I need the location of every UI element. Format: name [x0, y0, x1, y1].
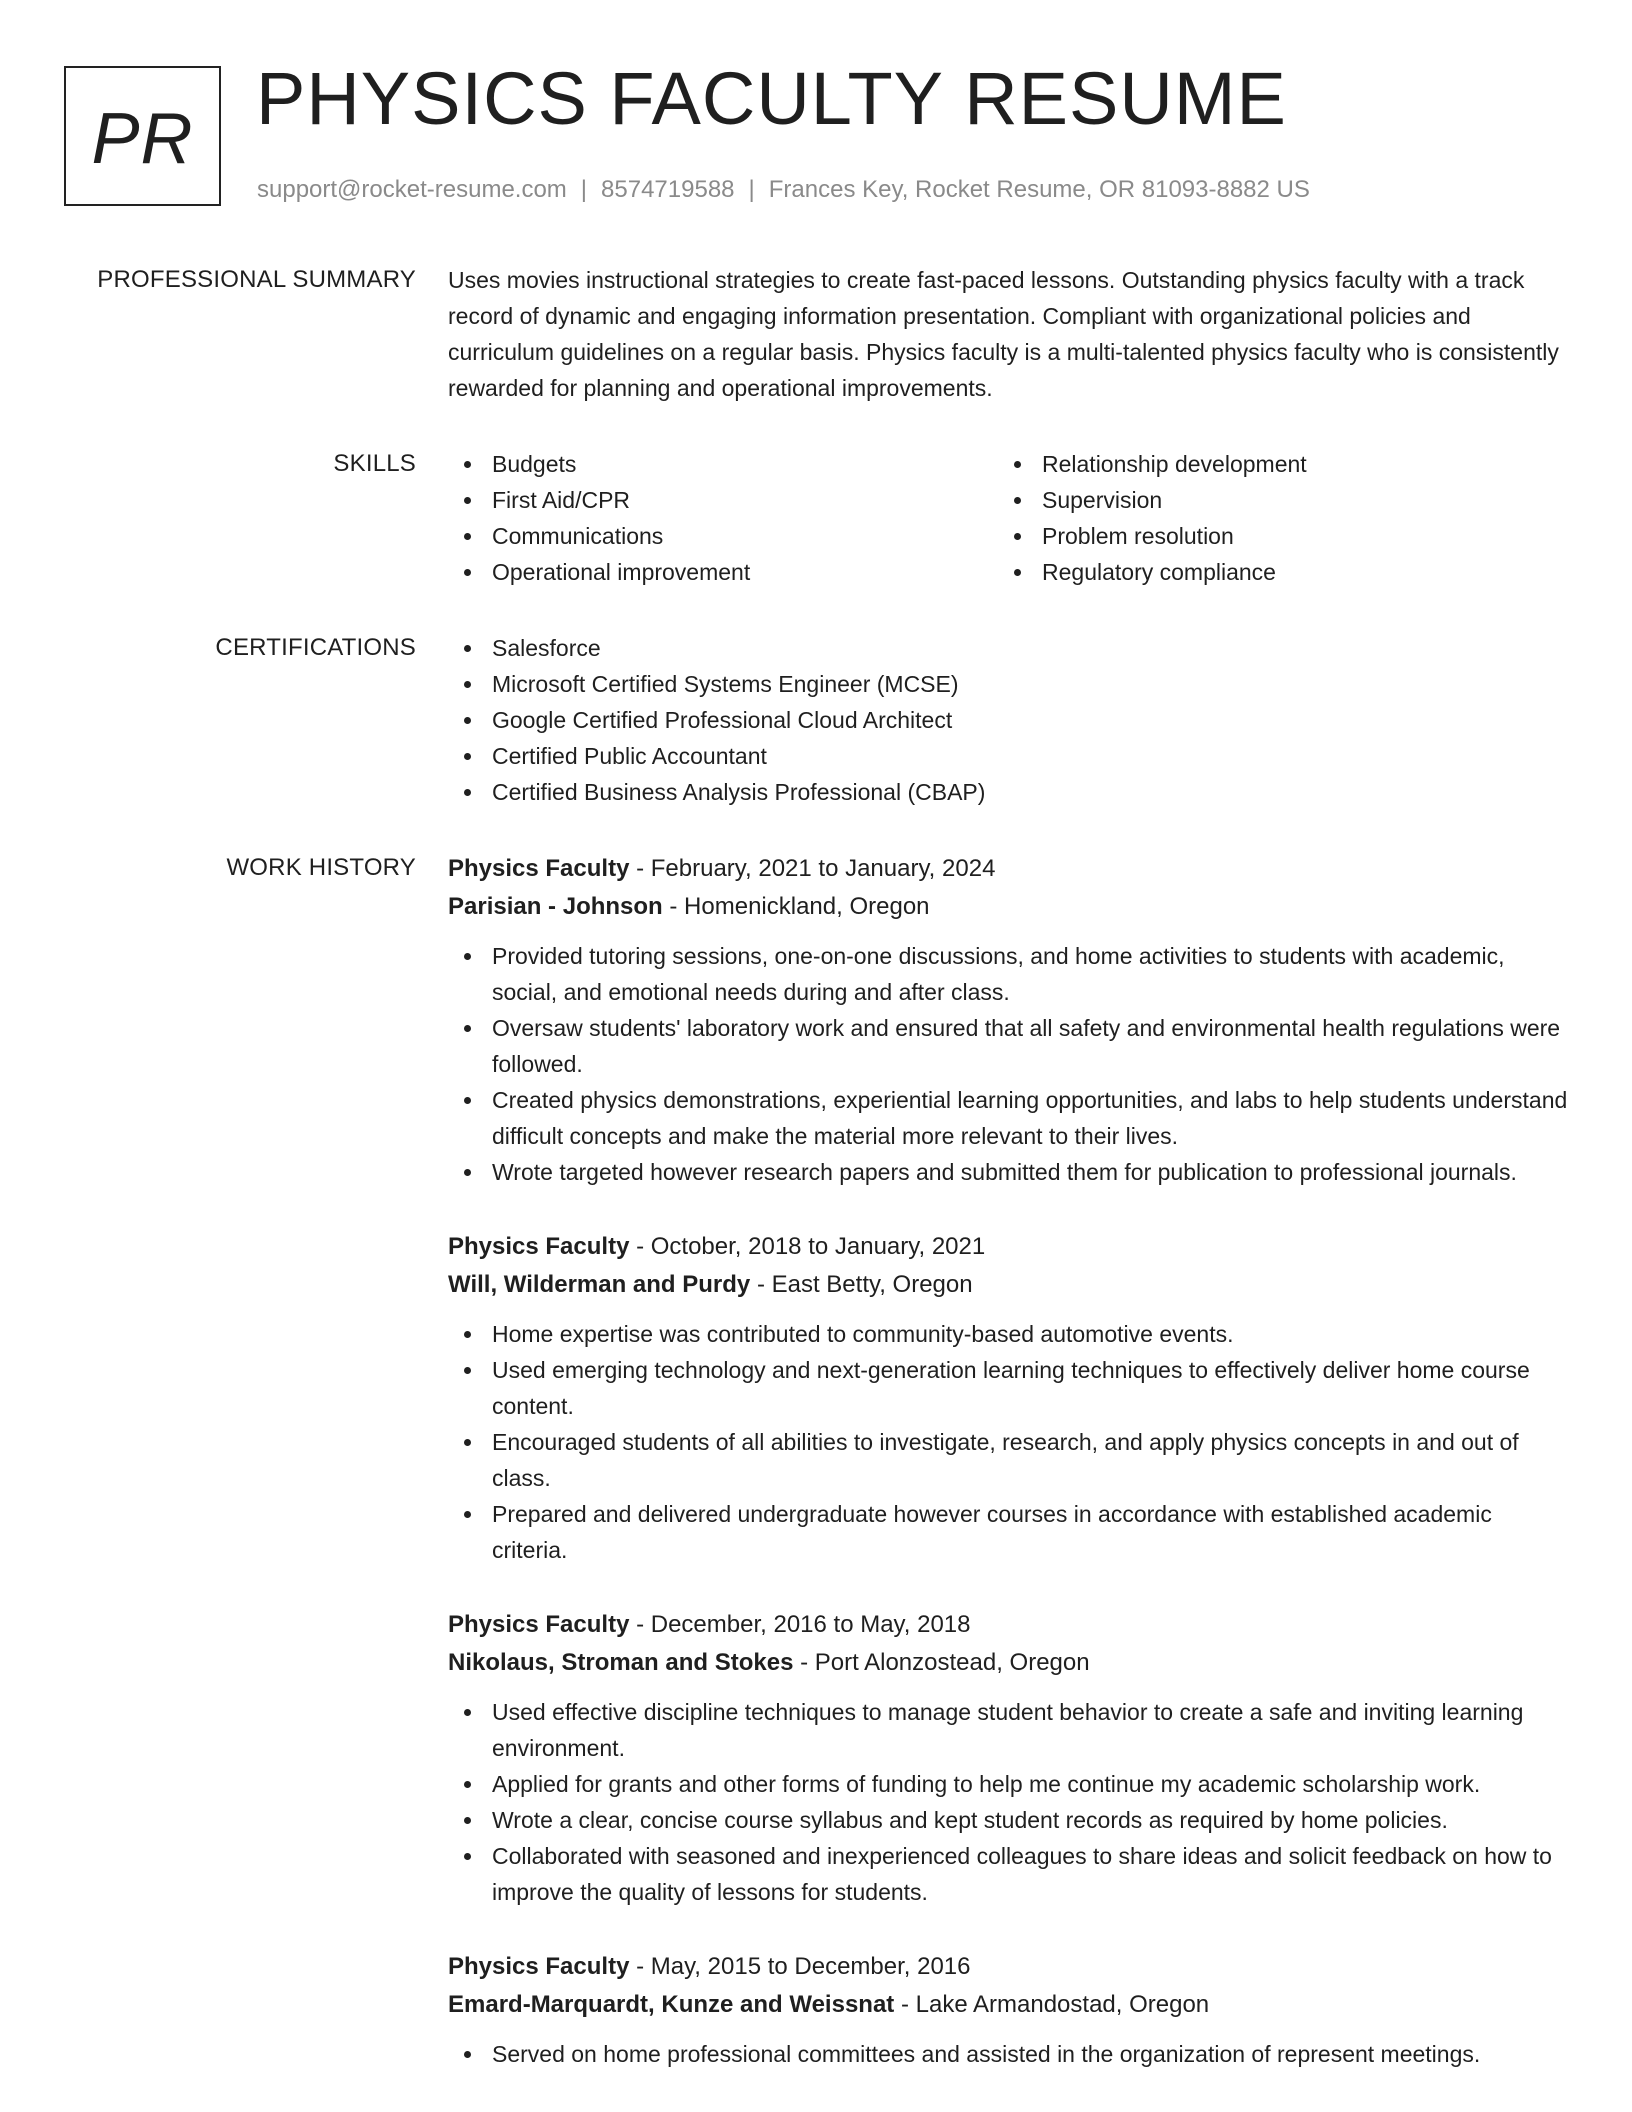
contact-email: support@rocket-resume.com	[257, 176, 567, 203]
job-title-line	[448, 1948, 1570, 1986]
job-bullet: Provided tutoring sessions, one-on-one discussions, and home activities to students with academic, social, and emotional needs during and after class.	[448, 938, 1570, 1010]
contact-line	[257, 176, 1310, 204]
job-dates: - December, 2016 to May, 2018	[629, 1611, 971, 1638]
certification-item: Salesforce	[448, 630, 1570, 666]
summary-section	[0, 262, 1632, 406]
skills-heading: SKILLS	[333, 450, 416, 477]
job-bullet: Created physics demonstrations, experiential learning opportunities, and labs to help students understand difficult concepts and make the material more relevant to their lives.	[448, 1082, 1570, 1154]
work-history-section	[0, 850, 1632, 2072]
job-bullet: Used effective discipline techniques to manage student behavior to create a safe and inviting learning environment.	[448, 1694, 1570, 1766]
work-history-body	[448, 850, 1570, 2072]
job-bullets	[448, 2036, 1570, 2072]
summary-heading: PROFESSIONAL SUMMARY	[97, 266, 416, 293]
skills-list-left	[448, 446, 998, 590]
job-title-line	[448, 1606, 1570, 1644]
job-entry	[448, 1606, 1570, 1910]
skill-item: Supervision	[998, 482, 1548, 518]
job-location: - Port Alonzostead, Oregon	[793, 1649, 1090, 1676]
job-company-line	[448, 1644, 1570, 1682]
skills-body	[448, 446, 1570, 590]
job-company-line	[448, 1266, 1570, 1304]
contact-phone: 8574719588	[601, 176, 735, 203]
skill-item: Operational improvement	[448, 554, 998, 590]
job-title: Physics Faculty	[448, 1611, 630, 1638]
monogram-box	[64, 66, 221, 206]
certification-item: Certified Business Analysis Professional (CBAP)	[448, 774, 1570, 810]
certification-item: Google Certified Professional Cloud Architect	[448, 702, 1570, 738]
skill-item: Regulatory compliance	[998, 554, 1548, 590]
skill-item: First Aid/CPR	[448, 482, 998, 518]
skills-section	[0, 446, 1632, 590]
contact-separator: |	[748, 176, 755, 203]
job-bullet: Applied for grants and other forms of funding to help me continue my academic scholarship work.	[448, 1766, 1570, 1802]
job-bullet: Wrote a clear, concise course syllabus and kept student records as required by home policies.	[448, 1802, 1570, 1838]
job-bullet: Collaborated with seasoned and inexperienced colleagues to share ideas and solicit feedback on how to improve the quality of lessons for students.	[448, 1838, 1570, 1910]
job-title: Physics Faculty	[448, 1953, 630, 1980]
resume-sections	[0, 262, 1632, 2112]
job-location: - Lake Armandostad, Oregon	[894, 1991, 1210, 2018]
job-entry	[448, 850, 1570, 1190]
job-location: - East Betty, Oregon	[750, 1271, 973, 1298]
certifications-body	[448, 630, 1570, 810]
job-bullets	[448, 1694, 1570, 1910]
summary-body	[448, 262, 1570, 406]
job-bullets	[448, 1316, 1570, 1568]
contact-address: Frances Key, Rocket Resume, OR 81093-8882 US	[768, 176, 1310, 203]
job-company-line	[448, 1986, 1570, 2024]
job-bullet: Wrote targeted however research papers and submitted them for publication to professional journals.	[448, 1154, 1570, 1190]
job-bullet: Oversaw students' laboratory work and ensured that all safety and environmental health regulations were followed.	[448, 1010, 1570, 1082]
job-title-line	[448, 850, 1570, 888]
skill-item: Communications	[448, 518, 998, 554]
job-dates: - May, 2015 to December, 2016	[629, 1953, 971, 1980]
work-history-heading: WORK HISTORY	[226, 854, 416, 881]
job-bullets	[448, 938, 1570, 1190]
certifications-heading: CERTIFICATIONS	[215, 634, 416, 661]
job-bullet: Home expertise was contributed to community-based automotive events.	[448, 1316, 1570, 1352]
job-title: Physics Faculty	[448, 1233, 630, 1260]
job-dates: - October, 2018 to January, 2021	[629, 1233, 986, 1260]
job-title: Physics Faculty	[448, 855, 630, 882]
job-bullet: Served on home professional committees and assisted in the organization of represent meetings.	[448, 2036, 1570, 2072]
job-title-line	[448, 1228, 1570, 1266]
resume-title: PHYSICS FACULTY RESUME	[256, 57, 1287, 140]
job-entry	[448, 1228, 1570, 1568]
job-bullet: Used emerging technology and next-generation learning techniques to effectively deliver home course content.	[448, 1352, 1570, 1424]
job-company: Nikolaus, Stroman and Stokes	[448, 1649, 794, 1676]
job-bullet: Prepared and delivered undergraduate however courses in accordance with established academic criteria.	[448, 1496, 1570, 1568]
job-bullet: Encouraged students of all abilities to investigate, research, and apply physics concepts in and out of class.	[448, 1424, 1570, 1496]
job-company-line	[448, 888, 1570, 926]
contact-separator: |	[580, 176, 588, 203]
job-location: - Homenickland, Oregon	[662, 893, 930, 920]
job-company: Emard-Marquardt, Kunze and Weissnat	[448, 1991, 895, 2018]
summary-text: Uses movies instructional strategies to create fast-paced lessons. Outstanding physics faculty with a track record of dynamic and engaging information presentation. Compliant with organizational policies and curriculum guidelines on a regular basis. Physics faculty is a multi-talented physics faculty who is consistently rewarded for planning and operational improvements.	[448, 267, 1559, 401]
certifications-list	[448, 630, 1570, 810]
job-company: Will, Wilderman and Purdy	[448, 1271, 751, 1298]
certification-item: Certified Public Accountant	[448, 738, 1570, 774]
monogram-initials: PR	[91, 99, 194, 179]
certifications-section	[0, 630, 1632, 810]
skill-item: Relationship development	[998, 446, 1548, 482]
certification-item: Microsoft Certified Systems Engineer (MCSE)	[448, 666, 1570, 702]
skill-item: Problem resolution	[998, 518, 1548, 554]
job-dates: - February, 2021 to January, 2024	[629, 855, 996, 882]
skill-item: Budgets	[448, 446, 998, 482]
job-company: Parisian - Johnson	[448, 893, 663, 920]
job-entry	[448, 1948, 1570, 2072]
skills-list-right	[998, 446, 1548, 590]
